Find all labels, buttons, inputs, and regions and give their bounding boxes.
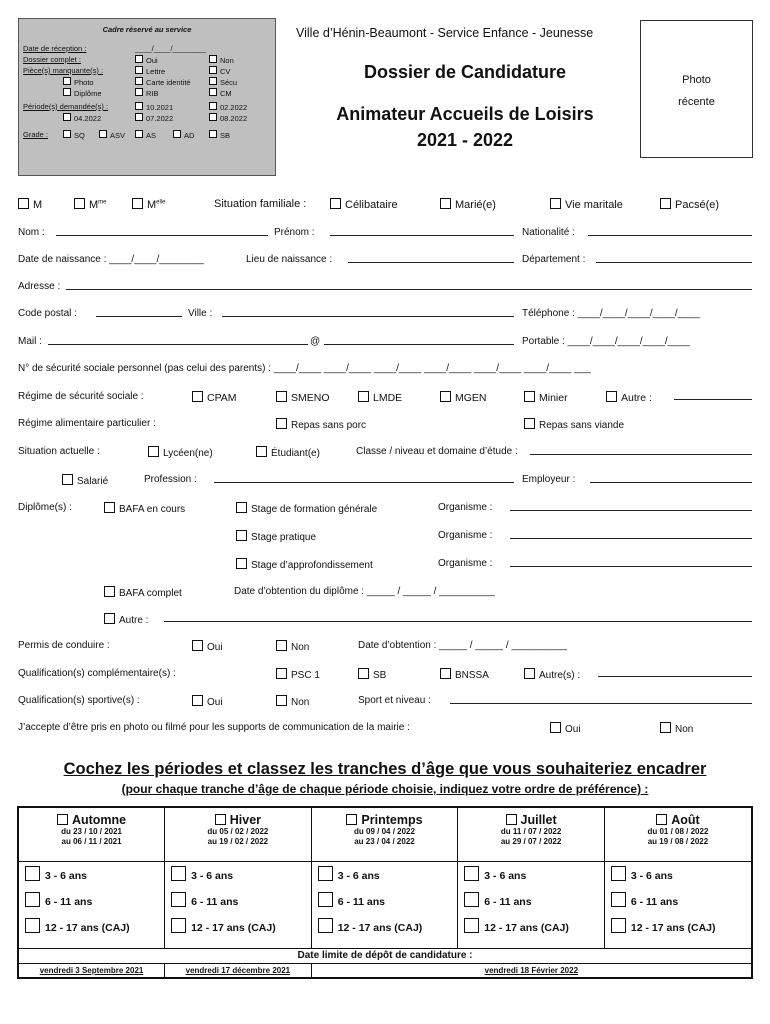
ages-hiver	[165, 861, 312, 948]
period-start: du 05 / 02 / 2022	[207, 827, 269, 836]
checkbox-mme[interactable]	[74, 198, 85, 209]
date-reception-value: ____/____/________	[135, 44, 206, 53]
checkbox[interactable]	[63, 77, 71, 85]
checkbox[interactable]	[236, 558, 247, 569]
checkbox[interactable]	[276, 391, 287, 402]
checkbox[interactable]	[209, 130, 217, 138]
age-label: 3 - 6 ans	[630, 869, 673, 882]
ages-printemps	[311, 861, 458, 948]
naissance-row	[18, 254, 754, 268]
periods-table	[17, 806, 753, 979]
grade-label: Grade :	[23, 130, 49, 139]
lieu-naissance-label: Lieu de naissance :	[246, 254, 333, 265]
option-label: Étudiant(e)	[271, 448, 320, 459]
checkbox[interactable]	[25, 866, 40, 881]
checkbox[interactable]	[209, 88, 217, 96]
option-label: Lycéen(ne)	[163, 448, 213, 459]
permis-label: Permis de conduire :	[18, 640, 110, 651]
checkbox[interactable]	[62, 474, 73, 485]
option-label: Pacsé(e)	[675, 199, 720, 211]
option-label: Oui	[207, 697, 223, 708]
checkbox[interactable]	[135, 130, 143, 138]
checkbox[interactable]	[550, 198, 561, 209]
checkbox[interactable]	[63, 130, 71, 138]
checkbox[interactable]	[57, 814, 68, 825]
checkbox[interactable]	[63, 113, 71, 121]
option-label: SMENO	[291, 392, 330, 404]
checkbox[interactable]	[346, 814, 357, 825]
qualif-label: Qualification(s) complémentaire(s) :	[18, 668, 176, 679]
option-label: 02.2022	[220, 103, 248, 112]
option-label: Autre :	[621, 392, 652, 404]
checkbox[interactable]	[25, 918, 40, 933]
checkbox[interactable]	[318, 866, 333, 881]
nationalite-input[interactable]	[588, 227, 752, 236]
alimentaire-row	[18, 418, 754, 432]
checkbox[interactable]	[171, 918, 186, 933]
option-label: CPAM	[207, 392, 237, 404]
age-label: 6 - 11 ans	[484, 895, 532, 908]
adresse-input[interactable]	[66, 281, 752, 290]
option-label: Vie maritale	[565, 199, 623, 211]
ages-aout	[604, 861, 752, 948]
option-label: PSC 1	[291, 670, 320, 681]
checkbox[interactable]	[135, 88, 143, 96]
period-name: Hiver	[229, 813, 262, 827]
option-label: Carte identité	[146, 78, 191, 87]
option-label: MGEN	[455, 392, 487, 404]
option-label: Non	[220, 56, 234, 65]
deadline-hiver: vendredi 17 décembre 2021	[165, 963, 312, 978]
option-label: RIB	[146, 89, 159, 98]
periods-subheading: (pour chaque tranche d’âge de chaque période choisie, indiquez votre ordre de préférence) :	[121, 782, 649, 796]
option-label: BAFA en cours	[119, 504, 186, 515]
photo-accept-row	[18, 722, 754, 736]
checkbox[interactable]	[236, 502, 247, 513]
profession-label: Profession :	[144, 474, 197, 485]
checkbox[interactable]	[318, 918, 333, 933]
mail-label: Mail :	[18, 336, 42, 347]
checkbox[interactable]	[524, 391, 535, 402]
alimentaire-label: Régime alimentaire particulier :	[18, 418, 156, 429]
telephone-field[interactable]: Téléphone : ____/____/____/____/____	[522, 308, 700, 319]
date-obtention-diplome-field[interactable]: Date d’obtention du diplôme : _____ / _____ / __________	[234, 586, 495, 597]
age-label: 3 - 6 ans	[484, 869, 527, 882]
employeur-input[interactable]	[590, 474, 752, 483]
diplome-autre-input[interactable]	[164, 613, 752, 622]
checkbox[interactable]	[209, 66, 217, 74]
organisme-input-2[interactable]	[510, 530, 752, 539]
age-label: 3 - 6 ans	[45, 869, 88, 882]
period-name: Juillet	[520, 813, 557, 827]
permis-row	[18, 640, 754, 654]
checkbox[interactable]	[318, 892, 333, 907]
option-label: Stage pratique	[251, 532, 317, 543]
age-label: 6 - 11 ans	[630, 895, 679, 908]
deadline-printemps-ete: vendredi 18 Février 2022	[311, 963, 752, 978]
ville-input[interactable]	[222, 308, 514, 317]
option-label: Stage d’approfondissement	[251, 560, 373, 571]
option-label: Oui	[565, 724, 581, 735]
age-label: 6 - 11 ans	[337, 895, 385, 908]
nom-row	[18, 227, 754, 241]
period-end: au 29 / 07 / 2022	[500, 837, 562, 846]
option-label: AD	[184, 131, 195, 140]
prenom-input[interactable]	[330, 227, 514, 236]
period-name: Août	[671, 813, 700, 827]
period-end: au 23 / 04 / 2022	[354, 837, 415, 846]
option-label: Oui	[207, 642, 223, 653]
checkbox[interactable]	[25, 892, 40, 907]
period-end: au 06 / 11 / 2021	[61, 837, 122, 846]
option-label: Repas sans viande	[539, 420, 625, 431]
age-label: 12 - 17 ans (CAJ)	[630, 921, 716, 934]
checkbox[interactable]	[276, 695, 287, 706]
organisme-label: Organisme :	[438, 558, 493, 569]
organisme-label: Organisme :	[438, 502, 493, 513]
period-printemps	[311, 807, 458, 861]
option-label: 07.2022	[146, 114, 174, 123]
ville-label: Ville :	[188, 308, 213, 319]
checkbox[interactable]	[173, 130, 181, 138]
option-label: 10.2021	[146, 103, 174, 112]
checkbox[interactable]	[104, 613, 115, 624]
option-label: Célibataire	[345, 199, 398, 211]
dossier-complet-label: Dossier complet :	[23, 55, 81, 64]
departement-label: Département :	[522, 254, 586, 265]
prenom-label: Prénom :	[274, 227, 315, 238]
option-label: Autre :	[119, 615, 149, 626]
option-label: 04.2022	[74, 114, 102, 123]
option-label: Lettre	[146, 67, 166, 76]
reserved-title: Cadre réservé au service	[102, 25, 192, 34]
checkbox[interactable]	[524, 418, 535, 429]
option-label: Salarié	[77, 476, 109, 487]
checkbox[interactable]	[135, 102, 143, 110]
profession-input[interactable]	[214, 474, 514, 483]
checkbox[interactable]	[464, 892, 479, 907]
checkbox[interactable]	[358, 391, 369, 402]
code-postal-label: Code postal :	[18, 308, 77, 319]
period-hiver	[165, 807, 312, 861]
diplome-row-4	[18, 586, 754, 600]
page-subtitle: Animateur Accueils de Loisirs	[336, 104, 594, 124]
organisme-input-3[interactable]	[510, 558, 752, 567]
salarie-row	[18, 474, 754, 488]
period-juillet	[458, 807, 605, 861]
code-postal-row	[18, 308, 754, 322]
photo-label: Photo	[682, 74, 711, 86]
page-title: Dossier de Candidature	[363, 62, 567, 82]
checkbox[interactable]	[135, 77, 143, 85]
nationalite-label: Nationalité :	[522, 227, 575, 238]
checkbox[interactable]	[256, 446, 267, 457]
employeur-label: Employeur :	[522, 474, 576, 485]
option-label: SB	[220, 131, 231, 140]
period-name: Printemps	[361, 813, 423, 827]
checkbox[interactable]	[209, 102, 217, 110]
checkbox[interactable]	[440, 668, 451, 679]
option-label: Non	[291, 697, 310, 708]
option-label: Minier	[539, 392, 568, 404]
checkbox[interactable]	[209, 55, 217, 63]
checkbox[interactable]	[550, 722, 561, 733]
option-label: CM	[220, 89, 232, 98]
option-label: Sécu	[220, 78, 238, 87]
deadline-automne: vendredi 3 Septembre 2021	[18, 963, 165, 978]
checkbox[interactable]	[611, 866, 626, 881]
checkbox[interactable]	[215, 814, 226, 825]
option-label: Non	[675, 724, 694, 735]
option-label: CV	[220, 67, 231, 76]
checkbox[interactable]	[276, 640, 287, 651]
checkbox[interactable]	[611, 892, 626, 907]
mail-input[interactable]	[48, 336, 308, 345]
diplome-row-5	[18, 613, 754, 627]
checkbox[interactable]	[99, 130, 107, 138]
regime-row	[18, 391, 754, 405]
option-label: Marié(e)	[455, 199, 496, 211]
organisme-label: Organisme :	[438, 530, 493, 541]
option-label-sup: me	[98, 199, 107, 206]
classe-label: Classe / niveau et domaine d’étude :	[356, 446, 518, 457]
period-automne	[18, 807, 165, 861]
checkbox[interactable]	[276, 668, 287, 679]
checkbox[interactable]	[236, 530, 247, 541]
checkbox[interactable]	[464, 866, 479, 881]
checkbox[interactable]	[104, 586, 115, 597]
mail-domain-input[interactable]	[324, 336, 514, 345]
periods-heading: Cochez les périodes et classez les tranches d’âge que vous souhaiteriez encadrer	[63, 760, 707, 778]
period-start: du 09 / 04 / 2022	[354, 827, 415, 836]
option-label: M	[33, 199, 43, 211]
secu-field[interactable]: N° de sécurité sociale personnel (pas celui des parents) : ____/____ ____/____ ____/____ ____/____ ____/____ ____/____ ___	[18, 363, 591, 374]
checkbox[interactable]	[330, 198, 341, 209]
permis-date-field[interactable]: Date d’obtention : _____ / _____ / __________	[358, 640, 568, 651]
adresse-label: Adresse :	[18, 281, 61, 292]
checkbox[interactable]	[192, 695, 203, 706]
age-label: 6 - 11 ans	[191, 895, 239, 908]
option-label: M	[89, 199, 99, 211]
age-label: 3 - 6 ans	[337, 869, 380, 882]
period-start: du 11 / 07 / 2022	[500, 827, 562, 836]
option-label: M	[147, 199, 157, 211]
checkbox[interactable]	[104, 502, 115, 513]
checkbox[interactable]	[464, 918, 479, 933]
diplome-row-3	[18, 558, 754, 572]
nom-input[interactable]	[56, 227, 268, 236]
option-label: BNSSA	[455, 670, 489, 681]
checkbox[interactable]	[276, 418, 287, 429]
photo-accept-label: J’accepte d’être pris en photo ou filmé pour les supports de communication de la mairie :	[18, 722, 410, 733]
nom-label: Nom :	[18, 227, 45, 238]
checkbox[interactable]	[135, 66, 143, 74]
option-label-sup: elle	[156, 199, 166, 206]
checkbox[interactable]	[171, 866, 186, 881]
classe-input[interactable]	[530, 446, 752, 455]
age-label: 12 - 17 ans (CAJ)	[484, 921, 569, 934]
option-label: Non	[291, 642, 310, 653]
photo-label-2: récente	[678, 96, 715, 108]
qualif-row	[18, 668, 754, 682]
diplome-row-1	[18, 502, 754, 516]
checkbox[interactable]	[611, 918, 626, 933]
age-label: 6 - 11 ans	[45, 895, 93, 908]
checkbox[interactable]	[606, 391, 617, 402]
option-label: SQ	[74, 131, 85, 140]
checkbox[interactable]	[440, 391, 451, 402]
checkbox[interactable]	[209, 113, 217, 121]
checkbox[interactable]	[192, 391, 203, 402]
checkbox[interactable]	[524, 668, 535, 679]
code-postal-input[interactable]	[96, 308, 182, 317]
ages-automne	[18, 861, 165, 948]
checkbox-mlle[interactable]	[132, 198, 143, 209]
period-start: du 23 / 10 / 2021	[61, 827, 123, 836]
checkbox[interactable]	[148, 446, 159, 457]
adresse-row	[18, 281, 754, 295]
age-label: 12 - 17 ans (CAJ)	[45, 921, 130, 934]
sport-row	[18, 695, 754, 709]
age-label: 12 - 17 ans (CAJ)	[191, 921, 276, 934]
option-label: Repas sans porc	[291, 420, 367, 431]
option-label: Oui	[146, 56, 158, 65]
mail-at: @	[310, 336, 321, 347]
diplome-label: Diplôme(s) :	[18, 502, 72, 513]
checkbox[interactable]	[660, 198, 671, 209]
option-label: Autre(s) :	[539, 670, 581, 681]
situation-label: Situation familiale :	[214, 198, 307, 210]
service-header: Ville d’Hénin-Beaumont - Service Enfance - Jeunesse	[296, 26, 594, 40]
photo-box[interactable]	[640, 20, 753, 158]
period-end: au 19 / 02 / 2022	[207, 837, 269, 846]
periodes-label: Période(s) demandée(s) :	[23, 102, 109, 111]
date-naissance-field[interactable]: Date de naissance : ____/____/________	[18, 254, 204, 265]
period-start: du 01 / 08 / 2022	[647, 827, 709, 836]
checkbox-m[interactable]	[18, 198, 29, 209]
option-label: Photo	[74, 78, 94, 87]
pieces-label: Pièce(s) manquante(s) :	[23, 66, 104, 75]
period-name: Automne	[71, 813, 127, 827]
age-label: 3 - 6 ans	[191, 869, 234, 882]
sport-niveau-label: Sport et niveau :	[358, 695, 431, 706]
option-label: Stage de formation générale	[251, 504, 378, 515]
checkbox[interactable]	[506, 814, 517, 825]
period-end: au 19 / 08 / 2022	[647, 837, 709, 846]
regime-autre-input[interactable]	[674, 391, 752, 400]
checkbox[interactable]	[660, 722, 671, 733]
regime-label: Régime de sécurité sociale :	[18, 391, 144, 402]
age-label: 12 - 17 ans (CAJ)	[337, 921, 423, 934]
option-label: SB	[373, 670, 387, 681]
departement-input[interactable]	[596, 254, 752, 263]
situation-actuelle-label: Situation actuelle :	[18, 446, 100, 457]
reserved-box	[18, 18, 276, 176]
ages-juillet	[458, 861, 605, 948]
checkbox[interactable]	[135, 113, 143, 121]
option-label: LMDE	[373, 392, 403, 404]
diplome-row-2	[18, 530, 754, 544]
situation-row	[18, 446, 754, 460]
lieu-naissance-input[interactable]	[348, 254, 514, 263]
option-label: ASV	[110, 131, 126, 140]
checkbox[interactable]	[358, 668, 369, 679]
checkbox[interactable]	[209, 77, 217, 85]
checkbox[interactable]	[135, 55, 143, 63]
sport-label: Qualification(s) sportive(s) :	[18, 695, 140, 706]
qualif-autre-input[interactable]	[598, 668, 752, 677]
checkbox[interactable]	[63, 88, 71, 96]
checkbox[interactable]	[192, 640, 203, 651]
portable-field[interactable]: Portable : ____/____/____/____/____	[522, 336, 690, 347]
option-label: 08.2022	[220, 114, 248, 123]
option-label: Diplôme	[74, 89, 102, 98]
checkbox[interactable]	[440, 198, 451, 209]
option-label: BAFA complet	[119, 588, 182, 599]
sport-niveau-input[interactable]	[450, 695, 752, 704]
mail-row	[18, 336, 754, 350]
deadline-label: Date limite de dépôt de candidature :	[18, 948, 752, 963]
organisme-input-1[interactable]	[510, 502, 752, 511]
page-year: 2021 - 2022	[416, 130, 514, 150]
checkbox[interactable]	[656, 814, 667, 825]
period-aout	[604, 807, 752, 861]
date-reception-label: Date de réception :	[23, 44, 87, 53]
checkbox[interactable]	[171, 892, 186, 907]
option-label: AS	[146, 131, 157, 140]
